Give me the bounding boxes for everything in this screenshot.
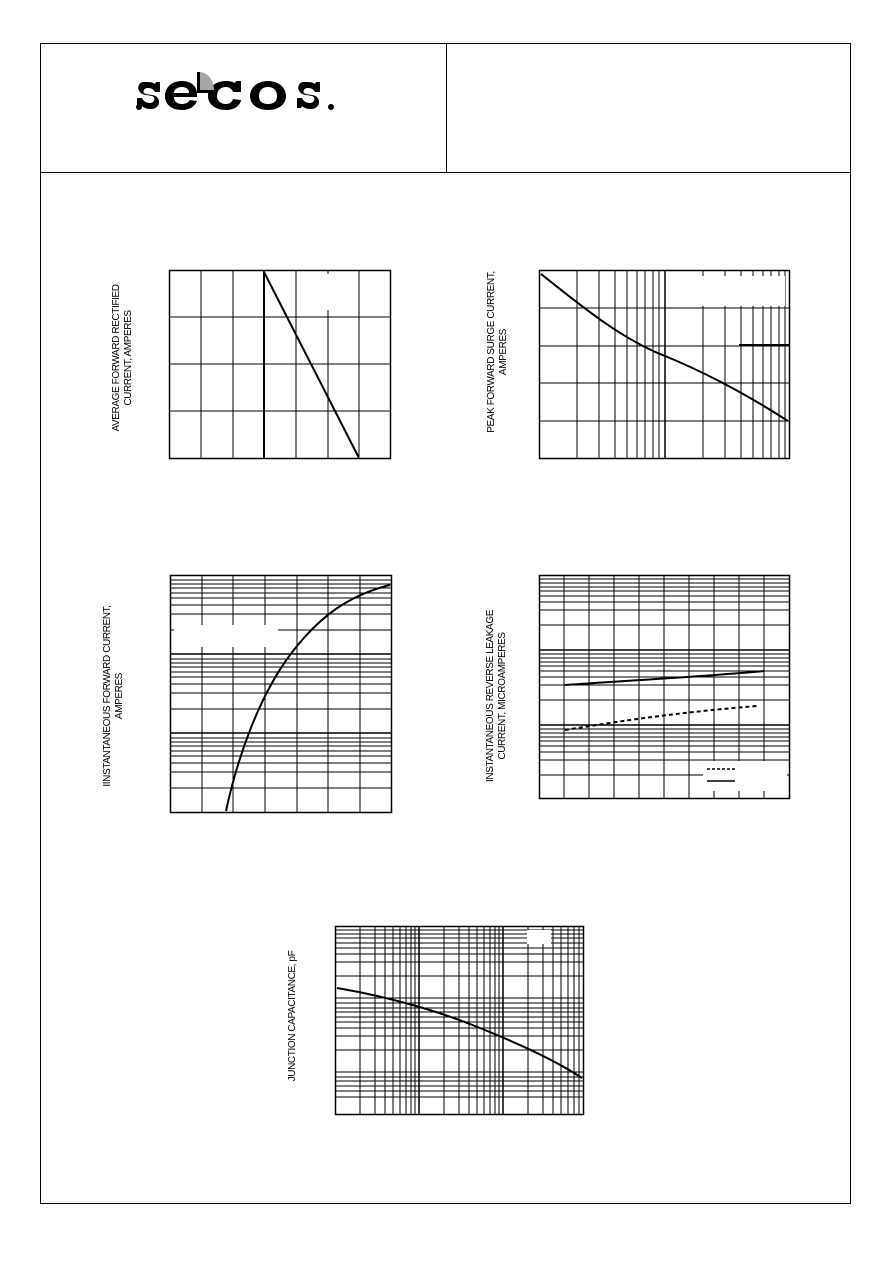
chart-capacitance	[335, 926, 584, 1115]
chart-peak-surge	[539, 270, 790, 459]
chart-peak-surge-ylabel: PEAK FORWARD SURGE CURRENT, AMPERES	[486, 271, 509, 433]
chart-inst-forward-curve	[226, 585, 390, 811]
secos-logo	[134, 68, 340, 116]
header-column-divider	[446, 43, 447, 172]
chart-inst-forward-ylabel: IINSTANTANEOUS FORWARD CURRENT, AMPERES	[102, 605, 125, 787]
chart-avg-forward	[169, 270, 391, 459]
chart-capacitance-ylabel: JUNCTION CAPACITANCE, pF	[287, 950, 298, 1082]
chart-reverse-leakage-ylabel: INSTANTANEOUS REVERSE LEAKAGE CURRENT, MICROAMPERES	[485, 610, 508, 782]
header-divider	[40, 172, 851, 173]
chart-avg-forward-ylabel: AVERAGE FORWARD RECTIFIED CURRENT, AMPERES	[111, 284, 134, 432]
chart-inst-forward	[170, 575, 392, 813]
chart-reverse-leakage	[539, 575, 790, 799]
chart-reverse-leakage-dashed-curve	[565, 706, 757, 730]
